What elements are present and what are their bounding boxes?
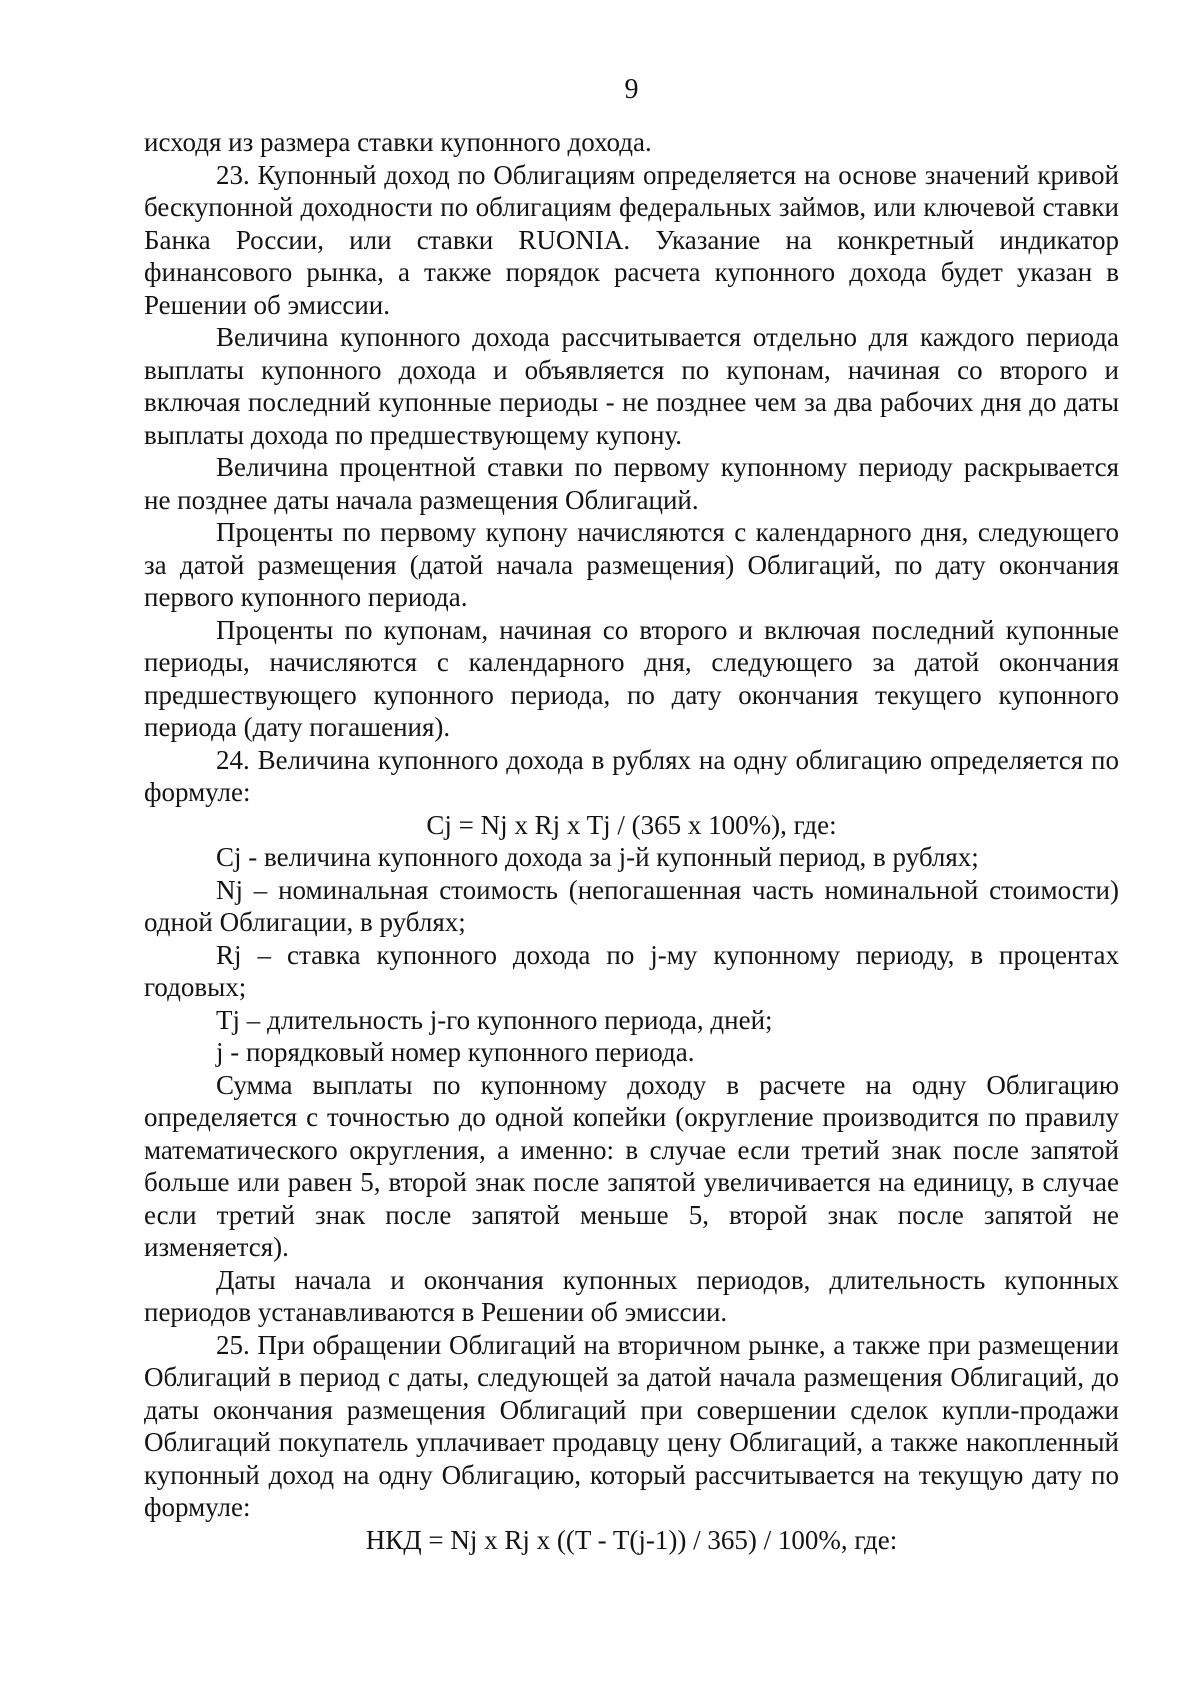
paragraph-coupon-dates: Даты начала и окончания купонных периодов, длительность купонных периодов устанавливаются в Решении об эмиссии. — [144, 1264, 1119, 1327]
paragraph-item-25: 25. При обращении Облигаций на вторичном рынке, а также при размещении Облигаций в период с даты, следующей за датой начала размещения Облигаций, до даты окончания размещения Облигаций при совершении сделок купли-продажи Облигаций покупатель уплачивает продавцу цену Облигаций, а также накопленный купонный доход на одну Облигацию, который рассчитывается на текущую дату по формуле: — [144, 1329, 1119, 1522]
page-number: 9 — [624, 74, 639, 105]
definition-nj: Nj – номинальная стоимость (непогашенная часть номинальной стоимости) одной Облигации, в рублях; — [144, 874, 1119, 937]
definition-rj: Rj – ставка купонного дохода по j-му купонному периоду, в процентах годовых; — [144, 939, 1119, 1002]
formula-coupon-income: Cj = Nj x Rj x Tj / (365 x 100%), где: — [426, 809, 837, 840]
definition-j: j - порядковый номер купонного периода. — [216, 1037, 695, 1067]
paragraph-continuation: исходя из размера ставки купонного дохода. — [144, 127, 652, 157]
paragraph-first-coupon-rate: Величина процентной ставки по первому купонному периоду раскрывается не позднее даты начала размещения Облигаций. — [144, 452, 1119, 515]
definition-cj: Cj - величина купонного дохода за j-й купонный период, в рублях; — [216, 842, 979, 872]
document-body — [144, 126, 1119, 1556]
definition-tj: Tj – длительность j-го купонного периода, дней; — [216, 1004, 773, 1035]
paragraph-item-24: 24. Величина купонного дохода в рублях на одну облигацию определяется по формуле: — [144, 744, 1119, 807]
paragraph-first-coupon-accrual: Проценты по первому купону начисляются с календарного дня, следующего за датой размещения (датой начала размещения) Облигаций, по дату окончания первого купонного периода. — [144, 517, 1119, 612]
formula-accrued-income: НКД = Nj x Rj x ((T - T(j-1)) / 365) / 100%, где: — [365, 1524, 898, 1555]
paragraph-coupon-amount: Величина купонного дохода рассчитывается отдельно для каждого периода выплаты купонного дохода и объявляется по купонам, начиная со второго и включая последний купонные периоды - не позднее чем за два рабочих дня до даты выплаты дохода по предшествующему купону. — [144, 322, 1119, 450]
paragraph-next-coupons-accrual: Проценты по купонам, начиная со второго и включая последний купонные периоды, начисляются с календарного дня, следующего за датой окончания предшествующего купонного периода, по дату окончания текущего купонного периода (дату погашения). — [144, 614, 1119, 742]
paragraph-rounding: Сумма выплаты по купонному доходу в расчете на одну Облигацию определяется с точностью до одной копейки (округление производится по правилу математического округления, а именно: в случае если третий знак после запятой больше или равен 5, второй знак после запятой увеличивается на единицу, в случае если третий знак после запятой меньше 5, второй знак после запятой не изменяется). — [144, 1069, 1119, 1262]
paragraph-item-23: 23. Купонный доход по Облигациям определяется на основе значений кривой бескупонной доходности по облигациям федеральных займов, или ключевой ставки Банка России, или ставки RUONIA. Указание на конкретный индикатор финансового рынка, а также порядок расчета купонного дохода будет указан в Решении об эмиссии. — [144, 159, 1119, 320]
